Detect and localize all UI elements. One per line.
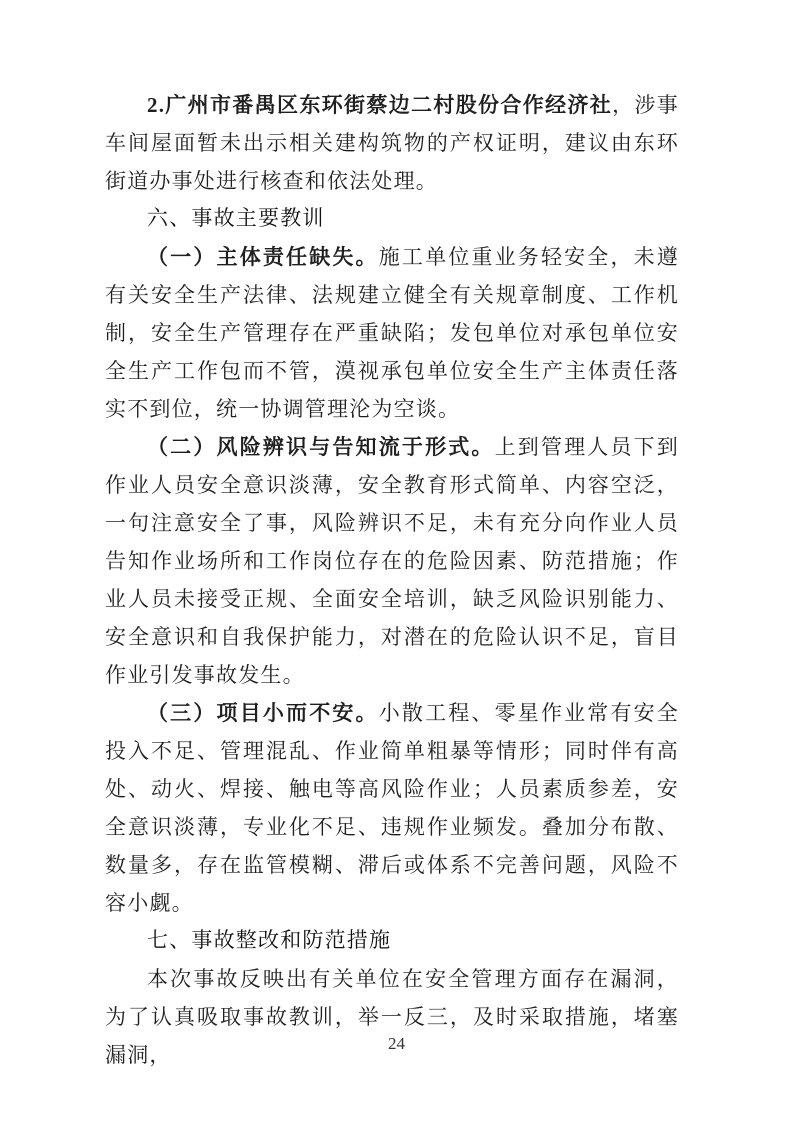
paragraph-bold-lead: （一）主体责任缺失。 [147,245,379,269]
paragraph-bold-lead: （二）风险辨识与告知流于形式。 [147,435,495,459]
page-footer [0,1034,793,1054]
document-body [105,86,679,1074]
heading-section-6-lessons: 六、事故主要教训 [147,207,325,230]
paragraph-lesson-1-responsibility [105,238,679,428]
paragraph-bold-lead: （三）项目小而不安。 [147,701,379,725]
page-number: 24 [388,1034,405,1053]
paragraph-text: ，涉事车间屋面暂未出示相关建构筑物的产权证明，建议由东环街道办事处进行核查和依法处理。 [105,93,679,193]
paragraph-text: 上到管理人员下到作业人员安全意识淡薄，安全教育形式简单、内容空泛，一句注意安全了事，风险辨识不足，未有充分向作业人员告知作业场所和工作岗位存在的危险因素、防范措施；作业人员未接受正规、全面安全培训，缺乏风险识别能力、安全意识和自我保护能力，对潜在的危险认识不足，盲目作业引发事故发生。 [105,435,679,687]
paragraph-rectification-intro [105,960,679,1074]
paragraph-text: 小散工程、零星作业常有安全投入不足、管理混乱、作业简单粗暴等情形；同时伴有高处、动火、焊接、触电等高风险作业；人员素质参差，安全意识淡薄，专业化不足、违规作业频发。叠加分布散、数量多，存在监管模糊、滞后或体系不完善问题，风险不容小觑。 [105,701,680,915]
paragraph-lesson-3-small-projects [105,694,679,922]
paragraph-text: 施工单位重业务轻安全，未遵有关安全生产法律、法规建立健全有关规章制度、工作机制，安全生产管理存在严重缺陷；发包单位对承包单位安全生产工作包而不管，漠视承包单位安全生产主体责任落实不到位，统一协调管理沦为空谈。 [105,245,680,421]
paragraph-lesson-2-risk-identification [105,428,679,694]
paragraph-text: 本次事故反映出有关单位在安全管理方面存在漏洞，为了认真吸取事故教训，举一反三，及时采取措施，堵塞漏洞， [105,967,679,1067]
paragraph-item-2-economic-cooperative [105,86,679,200]
paragraph-bold-lead: 2.广州市番禺区东环街蔡边二村股份合作经济社 [147,93,613,117]
heading-section-7-rectification: 七、事故整改和防范措施 [147,929,392,952]
